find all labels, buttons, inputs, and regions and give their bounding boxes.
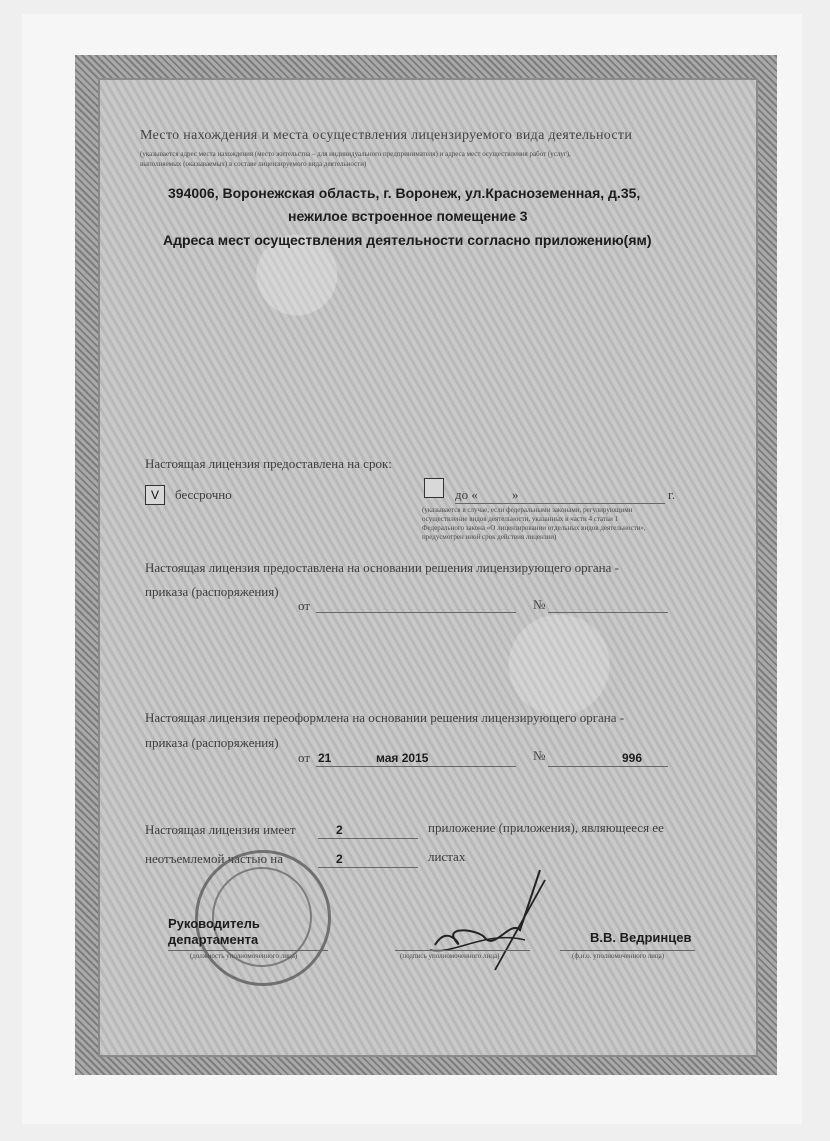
until-note-4: предусмотрен иной срок действия лицензии) — [422, 533, 557, 541]
header-title: Место нахождения и места осуществления лицензируемого вида деятельности — [140, 128, 633, 143]
signature-line — [395, 950, 530, 951]
until-year-suffix: г. — [668, 487, 676, 502]
position-note: (должность уполномоченного лица) — [190, 952, 298, 960]
header-note-2: выполняемых (оказываемых) в составе лицензируемого вида деятельности) — [140, 160, 367, 168]
signatory-position-line-1: Руководитель — [168, 916, 260, 931]
until-note-2: осуществление видов деятельности, указанных в части 4 статьи 1 — [422, 515, 619, 523]
basis-from-label: от — [298, 598, 311, 613]
until-note-1: (указывается в случае, если федеральными законами, регулирующими — [422, 506, 633, 514]
reissue-line-2: приказа (распоряжения) — [145, 735, 279, 750]
appendix-line-1-start: Настоящая лицензия имеет — [145, 822, 296, 837]
name-line — [560, 950, 695, 951]
reissue-line-1: Настоящая лицензия переоформлена на основании решения лицензирующего органа - — [145, 710, 625, 725]
perpetual-checkbox[interactable]: V — [145, 485, 165, 505]
basis-number-line — [548, 612, 668, 613]
address-line-2: нежилое встроенное помещение 3 — [288, 208, 528, 224]
appendix-line-1-end: приложение (приложения), являющееся ее — [428, 820, 664, 835]
position-line — [168, 950, 328, 951]
term-label: Настоящая лицензия предоставлена на срок: — [145, 456, 392, 471]
until-checkbox[interactable] — [424, 478, 444, 498]
reissue-day: 21 — [318, 751, 332, 765]
reissue-from-label: от — [298, 750, 311, 765]
until-quote-close: » — [512, 487, 519, 502]
basis-date-line — [316, 612, 516, 613]
signature-image — [425, 860, 555, 980]
address-line-1: 394006, Воронежская область, г. Воронеж, ул.Красноземенная, д.35, — [168, 185, 641, 201]
until-note-3: Федерального закона «О лицензировании отдельных видов деятельности», — [422, 524, 646, 532]
reissue-month-year: мая 2015 — [376, 751, 429, 765]
reissue-number-label: № — [533, 748, 546, 763]
appendix-line-2-end: листах — [428, 849, 466, 864]
appendix-count: 2 — [336, 823, 343, 837]
appendix-line-2-start: неотъемлемой частью на — [145, 851, 284, 866]
signatory-position-line-2: департамента — [168, 932, 259, 947]
name-note: (ф.и.о. уполномоченного лица) — [572, 952, 665, 960]
until-label: до « — [455, 487, 478, 502]
basis-line-2: приказа (распоряжения) — [145, 584, 279, 599]
reissue-date-line — [316, 766, 516, 767]
perpetual-label: бессрочно — [175, 487, 232, 502]
reissue-number: 996 — [622, 751, 643, 765]
appendix-sheets: 2 — [336, 852, 343, 866]
signature-note: (подпись уполномоченного лица) — [400, 952, 500, 960]
basis-number-label: № — [533, 597, 546, 612]
address-line-3: Адреса мест осуществления деятельности согласно приложению(ям) — [163, 232, 652, 248]
header-note-1: (указывается адрес места нахождения (место жительства – для индивидуального предпринимателя) и адреса мест осуществления работ (услуг), — [140, 150, 571, 158]
basis-line-1: Настоящая лицензия предоставлена на основании решения лицензирующего органа - — [145, 560, 619, 575]
appendix-sheets-line — [318, 867, 418, 868]
appendix-count-line — [318, 838, 418, 839]
reissue-number-line — [548, 766, 668, 767]
until-underline — [455, 503, 665, 504]
signatory-name: В.В. Ведринцев — [590, 930, 692, 945]
